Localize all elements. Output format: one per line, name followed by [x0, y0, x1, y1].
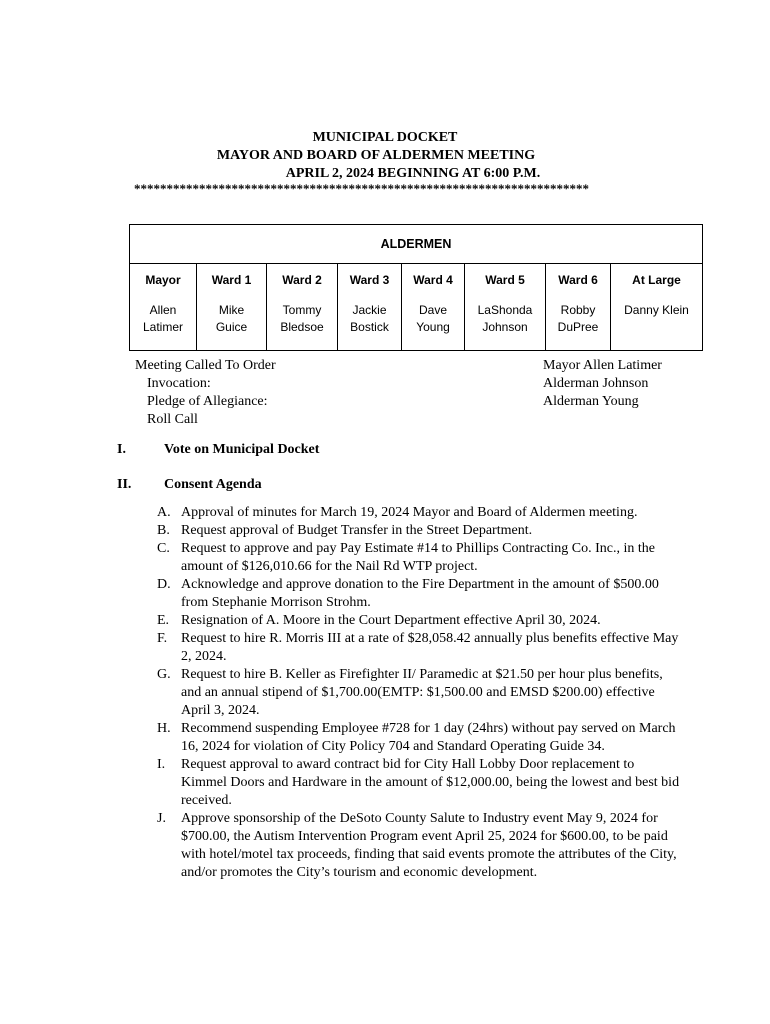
- alderman-name: Danny Klein: [611, 296, 703, 351]
- list-item: [157, 504, 682, 522]
- alderman-name-row: [130, 296, 703, 351]
- meeting-called-to-order: Meeting Called To Order: [135, 358, 276, 373]
- item-letter: C.: [157, 541, 170, 556]
- meeting-title: MAYOR AND BOARD OF ALDERMEN MEETING: [216, 148, 536, 163]
- item-letter: B.: [157, 523, 170, 538]
- invocation-by: Alderman Johnson: [543, 376, 649, 391]
- ward-header: Ward 4: [402, 264, 465, 297]
- list-item: [157, 756, 682, 810]
- pledge-label: Pledge of Allegiance:: [147, 394, 268, 409]
- ward-header: Ward 1: [197, 264, 267, 297]
- list-item: [157, 810, 682, 882]
- section-title: Vote on Municipal Docket: [164, 442, 320, 457]
- ward-header: Ward 3: [338, 264, 402, 297]
- item-text: Request approval to award contract bid for City Hall Lobby Door replacement to Kimmel Doors and Hardware in the amount of $12,000.00, being the lowest and best bid received.: [181, 757, 680, 808]
- list-item: [157, 630, 682, 666]
- ward-header: Mayor: [130, 264, 197, 297]
- aldermen-table: [129, 224, 703, 351]
- item-letter: H.: [157, 721, 171, 736]
- list-item: [157, 522, 682, 540]
- alderman-name: Mike Guice: [197, 296, 267, 351]
- item-letter: E.: [157, 613, 170, 628]
- alderman-name: Allen Latimer: [130, 296, 197, 351]
- item-letter: F.: [157, 631, 168, 646]
- alderman-name: Jackie Bostick: [338, 296, 402, 351]
- list-item: [157, 576, 682, 612]
- item-text: Acknowledge and approve donation to the Fire Department in the amount of $500.00 from Stephanie Morrison Strohm.: [181, 577, 659, 610]
- item-text: Request approval of Budget Transfer in the Street Department.: [181, 523, 533, 538]
- list-item: [157, 720, 682, 756]
- ward-header-row: [130, 264, 703, 297]
- alderman-name: Robby DuPree: [546, 296, 611, 351]
- list-item: [157, 540, 682, 576]
- invocation-label: Invocation:: [147, 376, 211, 391]
- ward-header: Ward 6: [546, 264, 611, 297]
- pledge-by: Alderman Young: [543, 394, 639, 409]
- alderman-name: LaShonda Johnson: [465, 296, 546, 351]
- star-divider: **********************************************************************: [134, 181, 589, 196]
- ward-header: At Large: [611, 264, 703, 297]
- item-letter: G.: [157, 667, 171, 682]
- item-letter: I.: [157, 757, 166, 772]
- ward-header: Ward 5: [465, 264, 546, 297]
- section-title: Consent Agenda: [164, 477, 262, 492]
- roll-call-label: Roll Call: [147, 412, 198, 427]
- item-text: Request to hire B. Keller as Firefighter II/ Paramedic at $21.50 per hour plus benefits, and an annual stipend of $1,700.00(EMTP: $1,500.00 and EMSD $200.00) effective April 3, 2024.: [181, 667, 663, 718]
- item-letter: D.: [157, 577, 171, 592]
- item-text: Request to approve and pay Pay Estimate #14 to Phillips Contracting Co. Inc., in the amount of $126,010.66 for the Nail Rd WTP project.: [181, 541, 655, 574]
- meeting-date: APRIL 2, 2024 BEGINNING AT 6:00 P.M.: [285, 166, 541, 181]
- alderman-name: Tommy Bledsoe: [267, 296, 338, 351]
- item-text: Approve sponsorship of the DeSoto County Salute to Industry event May 9, 2024 for $700.00, the Autism Intervention Program event April 25, 2024 for $600.00, to be paid with hotel/motel tax proceeds, finding that said events promote the attributes of the City, and/or promotes the City’s tourism and economic development.: [181, 811, 677, 880]
- docket-title: MUNICIPAL DOCKET: [312, 130, 458, 145]
- item-letter: A.: [157, 505, 171, 520]
- item-letter: J.: [157, 811, 166, 826]
- item-text: Request to hire R. Morris III at a rate of $28,058.42 annually plus benefits effective May 2, 2024.: [181, 631, 679, 664]
- consent-agenda-list: [157, 504, 682, 882]
- item-text: Recommend suspending Employee #728 for 1 day (24hrs) without pay served on March 16, 2024 for violation of City Policy 704 and Standard Operating Guide 34.: [181, 721, 676, 754]
- alderman-name: Dave Young: [402, 296, 465, 351]
- item-text: Resignation of A. Moore in the Court Department effective April 30, 2024.: [181, 613, 601, 628]
- list-item: [157, 666, 682, 720]
- list-item: [157, 612, 682, 630]
- section-number: II.: [117, 477, 132, 492]
- section-number: I.: [117, 442, 126, 457]
- aldermen-table-title: ALDERMEN: [130, 225, 703, 264]
- ward-header: Ward 2: [267, 264, 338, 297]
- item-text: Approval of minutes for March 19, 2024 Mayor and Board of Aldermen meeting.: [181, 505, 638, 520]
- called-by: Mayor Allen Latimer: [543, 358, 662, 373]
